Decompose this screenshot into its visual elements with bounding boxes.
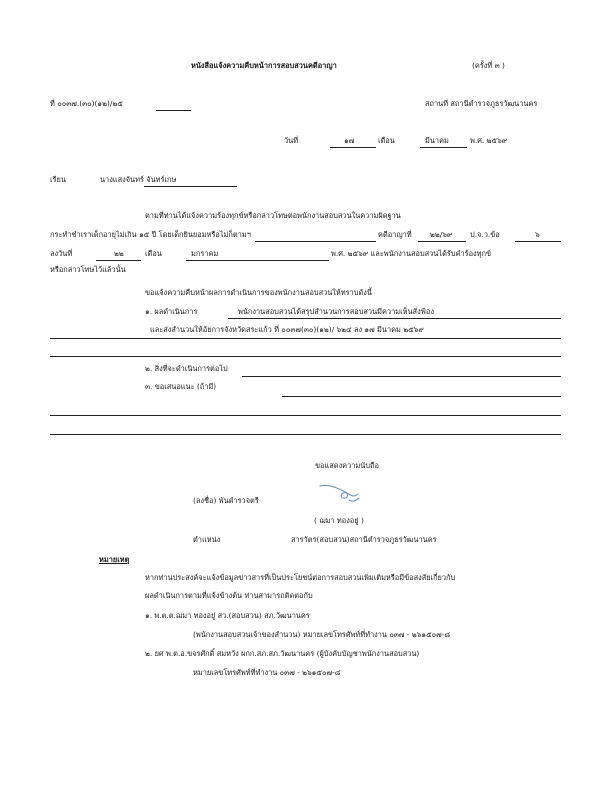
date-month-underline [420, 147, 467, 148]
station-name: สถานที่ สถานีตำรวจภูธรวัฒนานคร [425, 99, 538, 108]
report-date-rest: พ.ศ. ๒๕๖๙ และพนักงานสอบสวนได้รับคำร้องทุกข์ [331, 249, 492, 258]
reference-number: ที่ ๐๐๓๗.(๓๐)(๑๒)/๒๕ [50, 99, 123, 108]
date-year: พ.ศ. ๒๕๖๙ [470, 136, 508, 145]
notice-count: (ครั้งที่ ๓ ) [472, 61, 505, 70]
report-day: ๒๒ [114, 249, 124, 258]
body-line4: หรือกล่าวโทษไว้แล้วนั้น [50, 265, 126, 274]
signer-name: ( ฌมา ทองอยู่ ) [314, 516, 364, 525]
date-month: มีนาคม [425, 136, 449, 145]
document-title: หนังสือแจ้งความคืบหน้าการสอบสวนคดีอาญา [191, 61, 337, 70]
report-date-label: ลงวันที่ [50, 249, 73, 258]
item1-text2: และส่งสำนวนให้อัยการจังหวัดสระแก้ว ที่ ๐๐๓๗(๓๐)(๑๒)/ ๖๒๔ ลง ๑๗ มีนาคม ๒๕๖๙ [150, 325, 424, 334]
addressee-underline [144, 186, 237, 187]
date-day-underline [330, 147, 376, 148]
offense-text: กระทำชำเราเด็กอายุไม่เกิน ๑๕ ปี โดยเด็กยินยอมหรือไม่ก็ตามฯ [50, 230, 251, 239]
signature-mark [318, 480, 364, 506]
case-label: คดีอาญาที่ [378, 230, 412, 239]
signer-position: สารวัตร(สอบสวน)สถานีตำรวจภูธรวัฒนานคร [291, 535, 437, 544]
item1-line2-underline [50, 338, 561, 339]
signature-label: (ลงชื่อ) พันตำรวจตรี [193, 496, 259, 505]
item1-text: พนักงานสอบสวนได้สรุปสำนวนการสอบสวนมีความเห็นสั่งฟ้อง [238, 307, 434, 316]
position-label: ตำแหน่ง [193, 535, 221, 544]
contact-1-line-1: ๑. พ.ต.ต.ฌมา ทองอยู่ สว.(สอบสวน) สภ.วัฒนานคร [145, 611, 310, 620]
blank-line-2 [50, 415, 561, 416]
report-day-underline [96, 260, 141, 261]
closing-text: ขอแสดงความนับถือ [315, 461, 379, 470]
case-number: ๒๒/๖๙ [430, 230, 453, 239]
contact-1-line-2: (พนักงานสอบสวนเจ้าของสำนวน) หมายเลขโทรศัพท์ที่ทำงาน ๐๓๗ - ๒๖๑๕๐๗-๘ [193, 630, 451, 639]
blank-line-3 [50, 434, 561, 435]
report-month-label: เดือน [145, 249, 162, 258]
notes-heading: หมายเหตุ [99, 555, 130, 564]
report-month: มกราคม [191, 249, 219, 258]
article-underline [515, 241, 561, 242]
notes-paragraph-1: หากท่านประสงค์จะแจ้งข้อมูลข่าวสารที่เป็นประโยชน์ต่อการสอบสวนเพิ่มเติมหรือมีข้อสงสัยเกี่ยวกับ [145, 573, 456, 582]
addressee-label: เรียน [50, 175, 66, 184]
date-day-label: วันที่ [284, 136, 299, 145]
item3-underline [282, 396, 561, 397]
item3-label: ๓. ขอเสนอแนะ (ถ้ามี) [145, 382, 217, 391]
article-number: ๖ [535, 230, 540, 239]
contact-2-line-1: ๒. ยศ พ.ต.อ.ขจรศักดิ์ สมหวัง ผกก.สภ.สภ.วัฒนานคร (ผู้บังคับบัญชาพนักงานสอบสวน) [145, 649, 420, 658]
blank-line-1 [50, 356, 561, 357]
case-number-underline [418, 241, 466, 242]
notes-paragraph-2: ผลดำเนินการตามที่แจ้งข้างต้น ท่านสามารถติดต่อกับ [145, 591, 313, 600]
report-month-underline [186, 260, 329, 261]
contact-2-line-2: หมายเลขโทรศัพท์ที่ทำงาน ๐๓๗ - ๒๖๑๕๐๗-๘ [193, 668, 341, 677]
progress-intro: ขอแจ้งความคืบหน้าผลการดำเนินการของพนักงานสอบสวนให้ทราบดังนี้ [145, 288, 372, 297]
offense-underline [255, 241, 376, 242]
date-day: ๑๗ [344, 136, 355, 145]
reference-underline [156, 110, 191, 111]
body-intro: ตามที่ท่านได้แจ้งความร้องทุกข์หรือกล่าวโทษต่อพนักงานสอบสวนในความผิดฐาน [145, 211, 401, 220]
item1-underline [228, 318, 561, 319]
article-label: ป.จ.ว.ข้อ [470, 230, 500, 239]
item1-label: ๑. ผลดำเนินการ [145, 307, 198, 316]
date-month-label: เดือน [378, 136, 395, 145]
item2-label: ๒. สิ่งที่จะดำเนินการต่อไป [145, 364, 228, 373]
item2-underline [242, 376, 561, 377]
addressee-name: นางแสงจันทร์ จันทร์เกษ [100, 175, 177, 184]
